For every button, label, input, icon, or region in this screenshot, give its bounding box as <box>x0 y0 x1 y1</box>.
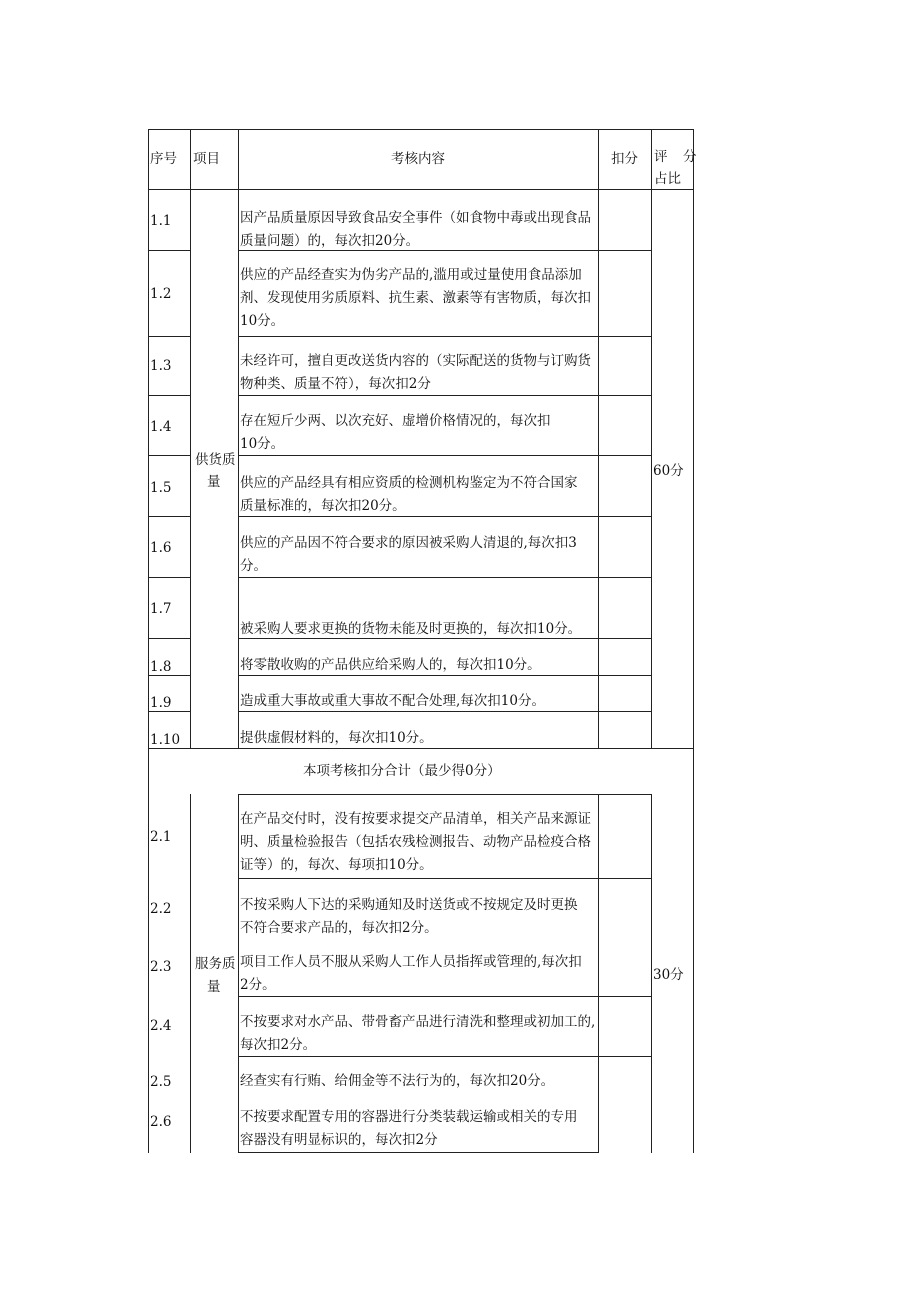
row-number: 2.1 <box>150 829 172 845</box>
row-number: 2.2 <box>150 901 172 917</box>
row-content: 经查实有行贿、给佣金等不法行为的，每次扣20分。 <box>240 1073 555 1089</box>
row-content: 供应的产品经具有相应资质的检测机构鉴定为不符合国家 质量标准的，每次扣20分。 <box>240 475 578 514</box>
row-number: 1.3 <box>150 358 172 374</box>
category-supply-quality-line2: 量 <box>207 474 221 490</box>
subtotal-label: 本项考核扣分合计（最少得0分） <box>303 763 501 779</box>
header-content: 考核内容 <box>391 151 445 167</box>
row-number: 1.2 <box>150 286 172 302</box>
row-number: 1.8 <box>150 659 172 675</box>
row-content: 项目工作人员不服从采购人工作人员指挥或管理的,每次扣 2分。 <box>240 954 582 993</box>
row-number: 2.6 <box>150 1114 172 1130</box>
category-service-quality-line2: 量 <box>207 979 221 995</box>
row-content: 未经许可，擅自更改送货内容的（实际配送的货物与订购货 物种类、质量不符），每次扣2分 <box>240 353 591 392</box>
row-content: 造成重大事故或重大事故不配合处理,每次扣10分。 <box>240 693 545 709</box>
row-number: 2.4 <box>150 1018 172 1034</box>
row-content: 提供虚假材料的，每次扣10分。 <box>240 730 433 746</box>
row-content: 因产品质量原因导致食品安全事件（如食物中毒或出现食品 质量问题）的，每次扣20分。 <box>240 210 591 249</box>
header-ratio-line1: 评 分 <box>654 149 698 165</box>
row-content: 不按要求配置专用的容器进行分类装载运输或相关的专用 容器没有明显标识的，每次扣2分 <box>240 1109 578 1148</box>
row-content: 不按要求对水产品、带骨畜产品进行清洗和整理或初加工的, 每次扣2分。 <box>240 1014 596 1053</box>
header-deduct: 扣分 <box>611 151 638 167</box>
row-number: 1.5 <box>150 480 172 496</box>
category-service-quality-line1: 服务质 <box>195 956 236 972</box>
row-number: 1.1 <box>150 213 172 229</box>
row-number: 1.9 <box>150 695 172 711</box>
row-content: 将零散收购的产品供应给采购人的，每次扣10分。 <box>240 657 541 673</box>
row-number: 1.6 <box>150 540 172 556</box>
row-content: 不按采购人下达的采购通知及时送货或不按规定及时更换 不符合要求产品的，每次扣2分。 <box>240 897 578 936</box>
row-number: 1.7 <box>150 601 172 617</box>
category-supply-quality-line1: 供货质 <box>195 452 236 468</box>
header-ratio-line2: 占比 <box>654 171 681 187</box>
row-content: 供应的产品经查实为伪劣产品的,滥用或过量使用食品添加 剂、发现使用劣质原料、抗生素、激素等有害物质，每次扣 10分。 <box>240 267 591 329</box>
section1-weight: 60分 <box>653 463 684 479</box>
row-number: 2.3 <box>150 959 172 975</box>
row-number: 1.4 <box>150 419 172 435</box>
section2-weight: 30分 <box>653 967 684 983</box>
header-seq: 序号 <box>150 151 177 167</box>
row-content: 供应的产品因不符合要求的原因被采购人清退的,每次扣3 分。 <box>240 535 577 574</box>
row-number: 2.5 <box>150 1074 172 1090</box>
row-content: 被采购人要求更换的货物未能及时更换的，每次扣10分。 <box>240 621 582 637</box>
row-content: 存在短斤少两、以次充好、虚增价格情况的，每次扣 10分。 <box>240 413 551 452</box>
row-content: 在产品交付时，没有按要求提交产品清单，相关产品来源证 明、质量检验报告（包括农残检测报告、动物产品检疫合格 证等）的，每次、每项扣10分。 <box>240 811 591 873</box>
header-item: 项目 <box>193 151 220 167</box>
row-number: 1.10 <box>150 732 181 748</box>
